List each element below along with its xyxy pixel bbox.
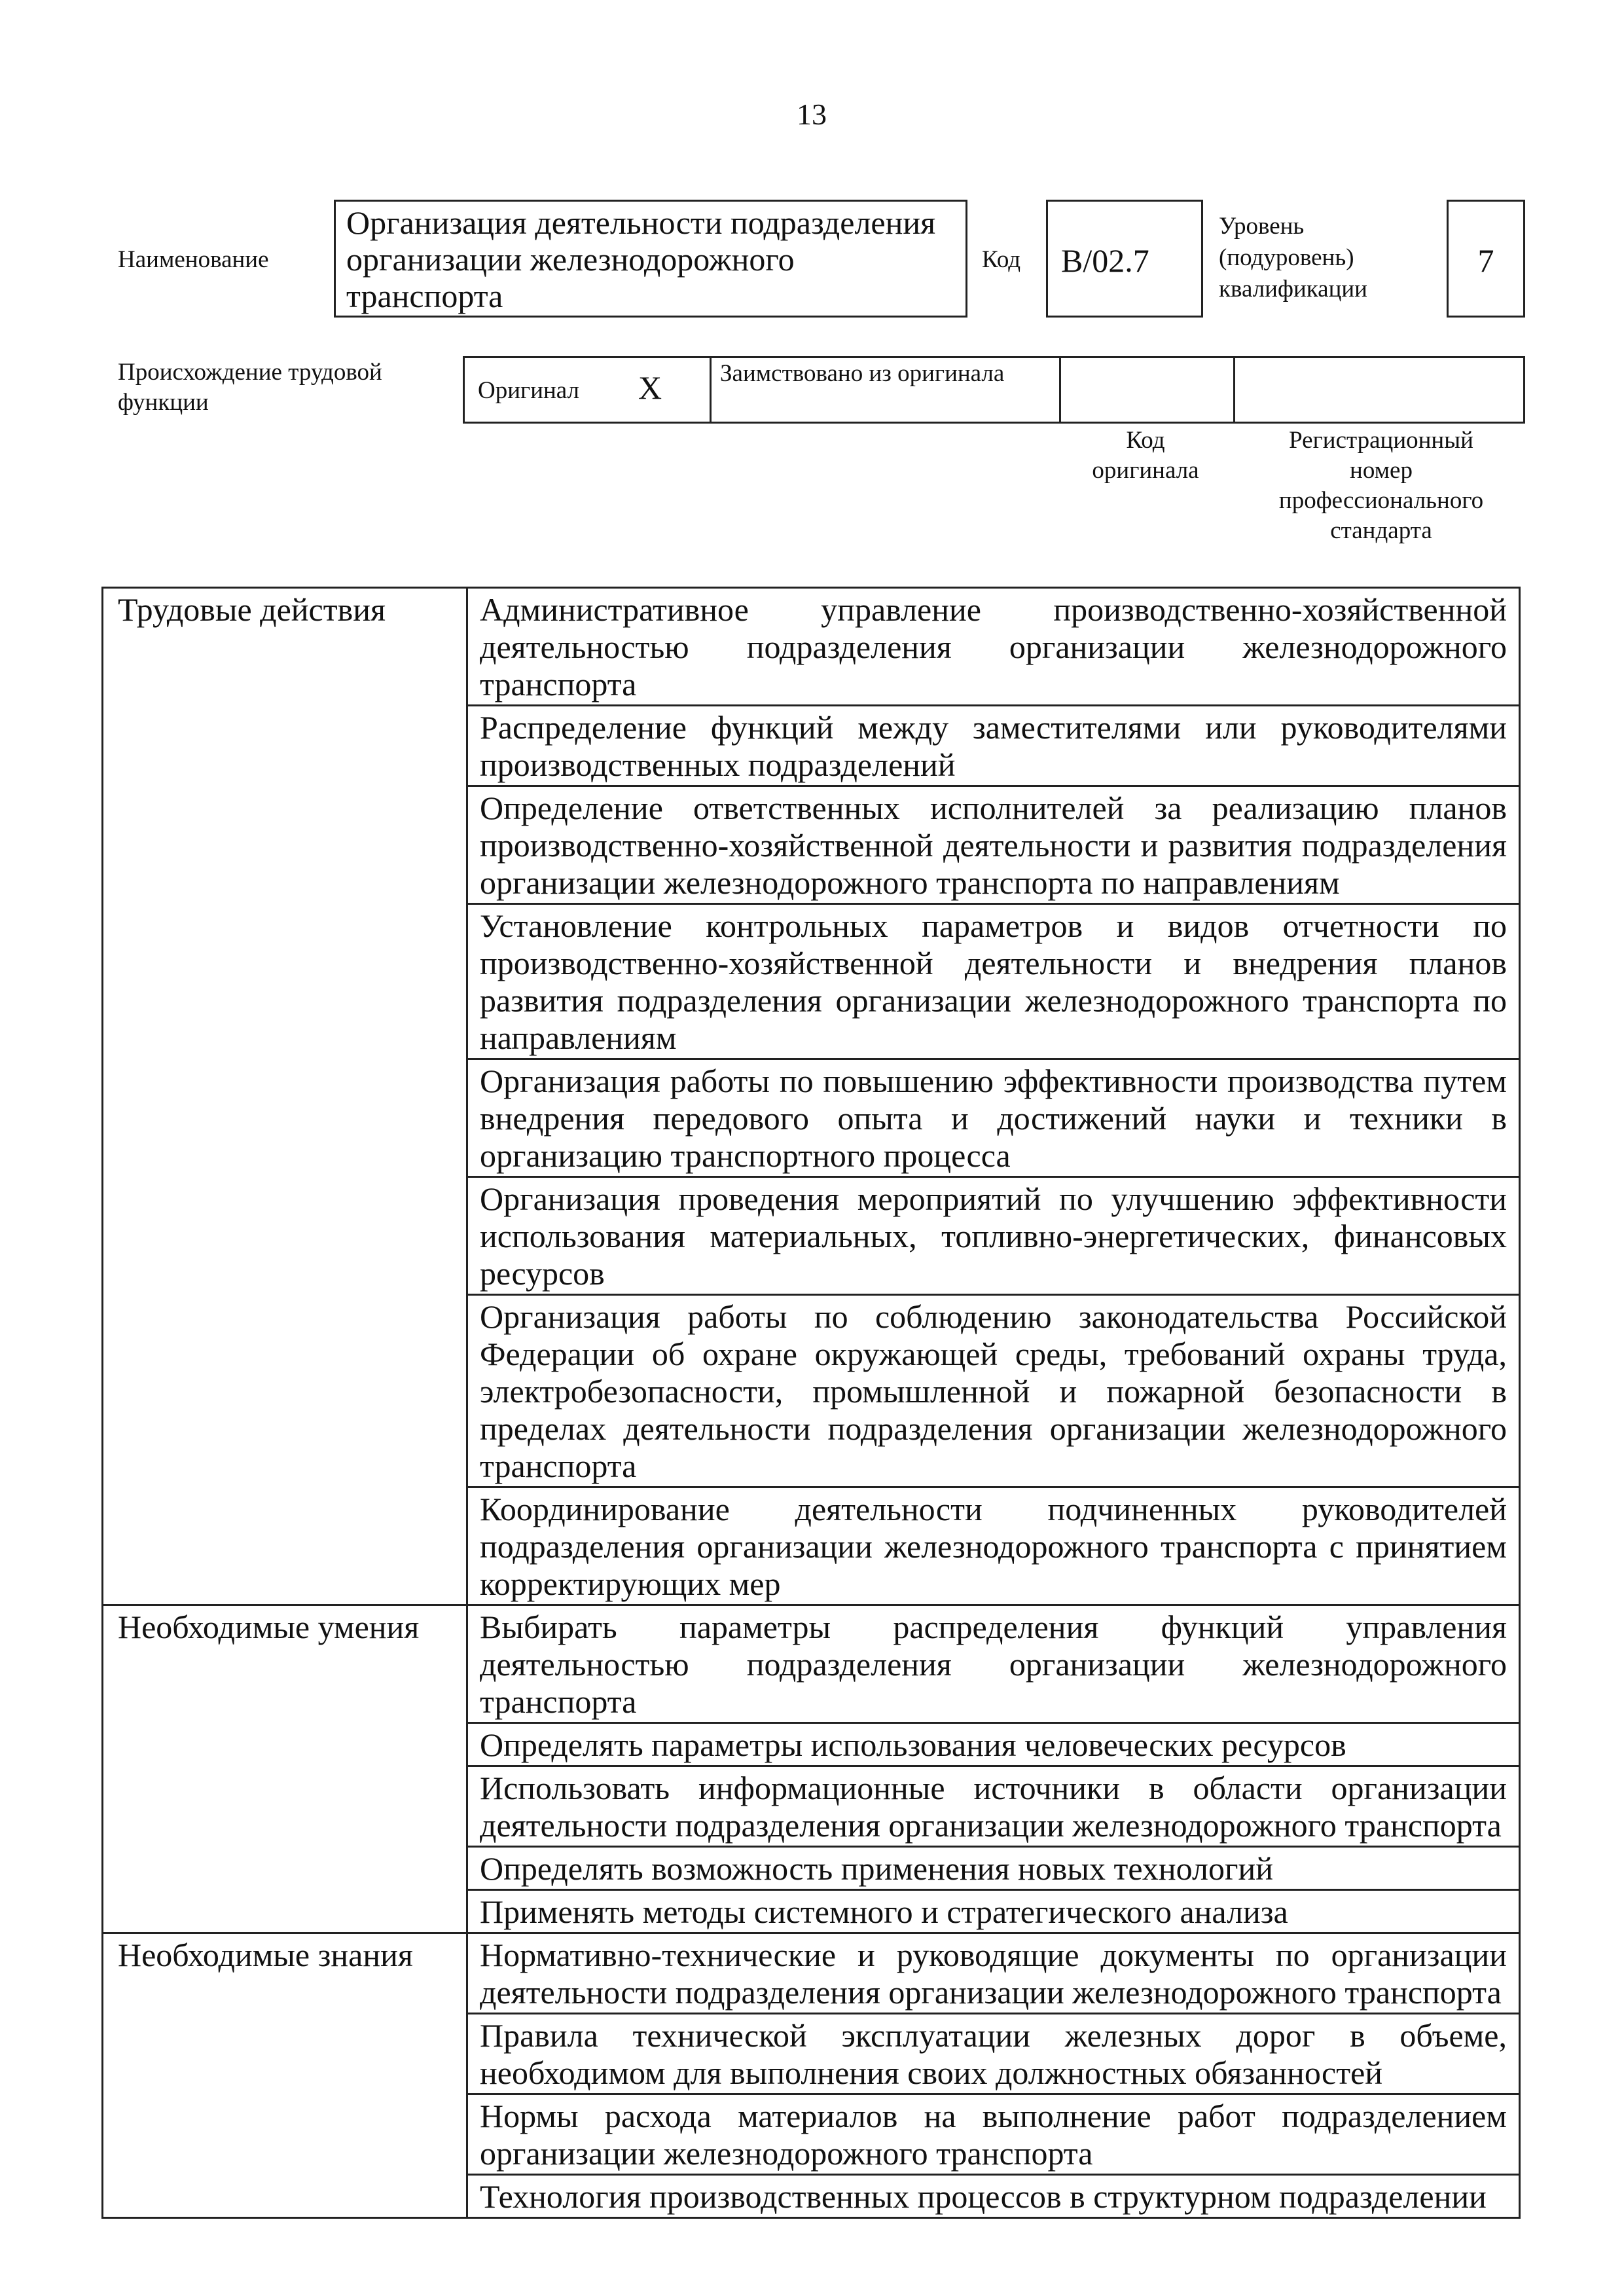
skill-item: Выбирать параметры распределения функций управления деятельностью подразделения организации железнодорожного транспорта — [467, 1605, 1520, 1723]
level-value-box — [1447, 200, 1525, 318]
origin-divider-1 — [710, 356, 712, 424]
name-value-box — [334, 200, 967, 318]
original-mark: X — [638, 369, 662, 406]
origin-divider-3 — [1233, 356, 1235, 424]
action-item: Установление контрольных параметров и видов отчетности по производственно-хозяйственной деятельности и внедрения планов развития подразделения организации железнодорожного транспорта по направлениям — [467, 904, 1520, 1059]
section-title-skills: Необходимые умения — [103, 1605, 467, 1933]
level-value: 7 — [1477, 242, 1494, 279]
level-label: Уровень (подуровень) квалификации — [1219, 213, 1367, 302]
skill-item: Применять методы системного и стратегического анализа — [467, 1890, 1520, 1933]
skill-item: Определять параметры использования человеческих ресурсов — [467, 1723, 1520, 1766]
action-item: Организация работы по соблюдению законодательства Российской Федерации об охране окружающей среды, требований охраны труда, электробезопасности, промышленной и пожарной безопасности в пределах деятельности подразделения организации железнодорожного транспорта — [467, 1295, 1520, 1487]
original-label: Оригинал — [478, 377, 580, 404]
name-label: Наименование — [118, 246, 269, 273]
section-title-knowledge: Необходимые знания — [103, 1933, 467, 2218]
skill-item: Определять возможность применения новых технологий — [467, 1847, 1520, 1890]
function-table — [101, 587, 1521, 2219]
code-original-caption: Код оригинала — [1092, 427, 1199, 484]
action-item: Административное управление производственно-хозяйственной деятельностью подразделения организации железнодорожного транспорта — [467, 588, 1520, 706]
knowledge-item: Нормы расхода материалов на выполнение работ подразделением организации железнодорожного транспорта — [467, 2094, 1520, 2175]
table-row — [103, 588, 1520, 706]
knowledge-item: Нормативно-технические и руководящие документы по организации деятельности подразделения организации железнодорожного транспорта — [467, 1933, 1520, 2014]
knowledge-item: Технология производственных процессов в структурном подразделении — [467, 2175, 1520, 2218]
action-item: Определение ответственных исполнителей за реализацию планов производственно-хозяйственной деятельности и развития подразделения организации железнодорожного транспорта по направлениям — [467, 786, 1520, 904]
table-row — [103, 1605, 1520, 1723]
origin-label: Происхождение трудовой функции — [118, 359, 382, 416]
origin-divider-2 — [1059, 356, 1061, 424]
code-value-box — [1046, 200, 1203, 318]
page-number: 13 — [797, 98, 827, 131]
reg-number-caption: Регистрационный номер профессионального стандарта — [1278, 427, 1484, 544]
action-item: Координирование деятельности подчиненных руководителей подразделения организации железнодорожного транспорта с принятием корректирующих мер — [467, 1487, 1520, 1605]
action-item: Распределение функций между заместителями или руководителями производственных подразделений — [467, 706, 1520, 786]
section-title-actions: Трудовые действия — [103, 588, 467, 1605]
knowledge-item: Правила технической эксплуатации железных дорог в объеме, необходимом для выполнения своих должностных обязанностей — [467, 2014, 1520, 2094]
table-row — [103, 1933, 1520, 2014]
action-item: Организация проведения мероприятий по улучшению эффективности использования материальных, топливно-энергетических, финансовых ресурсов — [467, 1177, 1520, 1295]
name-value: Организация деятельности подразделения организации железнодорожного транспорта — [346, 204, 936, 314]
code-label: Код — [982, 246, 1021, 273]
skill-item: Использовать информационные источники в области организации деятельности подразделения организации железнодорожного транспорта — [467, 1766, 1520, 1847]
borrowed-label: Заимствовано из оригинала — [720, 360, 1005, 387]
code-value: B/02.7 — [1061, 242, 1149, 279]
action-item: Организация работы по повышению эффективности производства путем внедрения передового опыта и достижений науки и техники в организацию транспортного процесса — [467, 1059, 1520, 1177]
